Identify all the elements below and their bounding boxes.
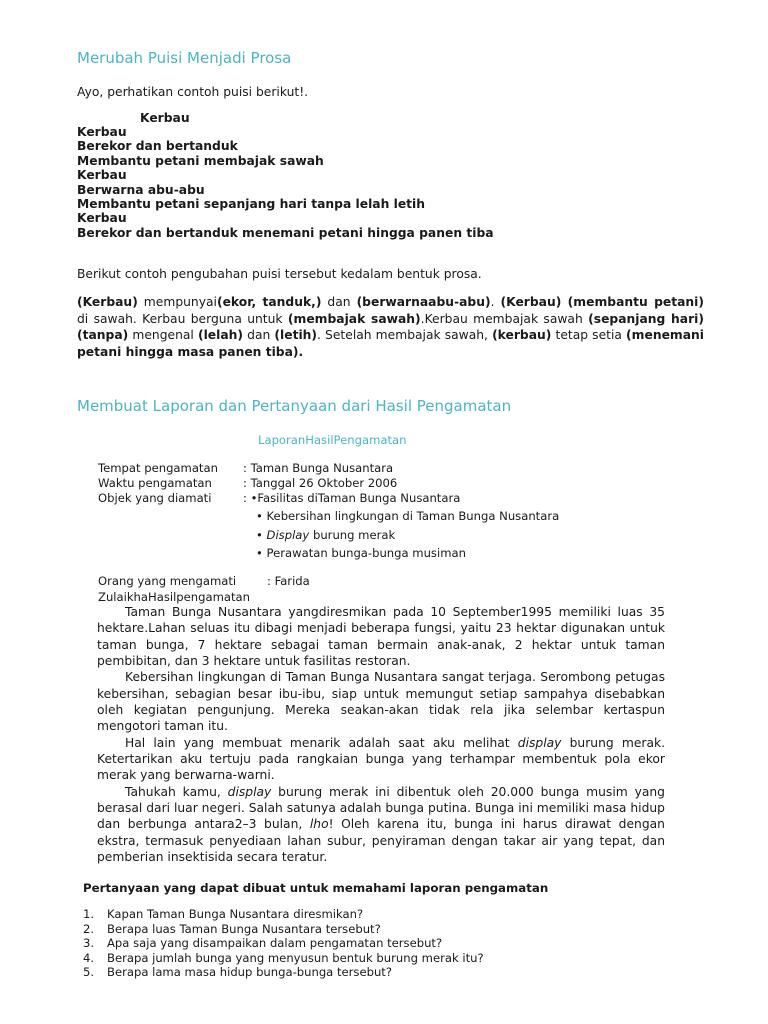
question-text: Berapa jumlah bunga yang menyusun bentuk burung merak itu? (107, 950, 484, 965)
poem-line: Berekor dan bertanduk (77, 139, 238, 154)
question-text: Berapa luas Taman Bunga Nusantara tersebut? (107, 921, 381, 936)
poem (77, 125, 494, 240)
bold-text: (kerbau) (492, 328, 552, 343)
question-number: 3. (83, 936, 95, 950)
report-title: LaporanHasilPengamatan (258, 433, 407, 447)
question-number: 1. (83, 907, 95, 921)
question-text: Berapa lama masa hidup bunga-bunga tersebut? (107, 965, 392, 979)
poem-line: Berekor dan bertanduk menemani petani hingga panen tiba (77, 225, 494, 240)
bullet-item (256, 546, 466, 560)
poem-line: Membantu petani sepanjang hari tanpa lelah letih (77, 197, 426, 212)
question-number: 2. (83, 921, 95, 936)
text-segment: dan (243, 328, 275, 343)
text-segment: burung merak. Ketertarikan aku tertuju pada rangkaian bunga yang terhampar membentuk pola ekor merak yang berwarna-warni. (97, 735, 666, 783)
report-paragraph (97, 735, 665, 784)
section-title-laporan: Membuat Laporan dan Pertanyaan dari Hasil Pengamatan (77, 397, 512, 415)
text-segment: burung merak ini dibentuk oleh 20.000 bunga musim yang berasal dari luar negeri. Salah satunya adalah bunga putina. Bunga ini memiliki masa hidup dan berbunga antara2–3 bulan, (97, 784, 665, 832)
bold-text: (berwarnaabu-abu) (356, 295, 491, 309)
text-segment: tetap setia (551, 328, 627, 343)
section-title-prosa: Merubah Puisi Menjadi Prosa (77, 49, 292, 67)
questions-title: Pertanyaan yang dapat dibuat untuk memahami laporan pengamatan (83, 881, 549, 895)
text-segment: mempunyai (137, 295, 217, 309)
question-item (83, 951, 484, 965)
report-paragraph (97, 669, 665, 734)
text-segment: Hal lain yang membuat menarik adalah saat aku melihat (125, 735, 518, 750)
field-label: Waktu pengamatan (98, 476, 212, 490)
bullet-item (256, 528, 395, 542)
field-label: Objek yang diamati (98, 491, 212, 505)
question-number: 5. (83, 965, 95, 979)
intro-text: Ayo, perhatikan contoh puisi berikut!. (77, 85, 309, 99)
bullet-icon: • (256, 546, 267, 560)
text-segment: Kebersihan lingkungan di Taman Bunga Nusantara (266, 509, 560, 523)
bold-text: (membajak sawah) (287, 311, 421, 326)
bold-text: (ekor, tanduk,) (216, 295, 322, 309)
bold-text: (Kerbau) (membantu petani) (500, 295, 705, 309)
text-segment: . (490, 295, 501, 309)
bullet-icon: • (256, 509, 267, 523)
italic-text: lho (309, 817, 329, 832)
text-segment: Tahukah kamu, (125, 784, 228, 799)
report-paragraph (97, 784, 665, 866)
observer-label: Orang yang mengamati (98, 574, 237, 588)
text-segment: burung merak (309, 527, 396, 542)
poem-title: Kerbau (140, 111, 190, 125)
bold-text: (sepanjang hari) (tanpa) (77, 311, 705, 343)
observer-value: : Farida (267, 574, 310, 588)
question-item (83, 907, 363, 921)
text-segment: Taman Bunga Nusantara yangdiresmikan pada 10 September1995 memiliki luas 35 hektare.Lahan seluas itu dibagi menjadi beberapa fungsi, yaitu 23 hektar digunakan untuk taman bunga, 7 hektare sebagai taman bermain anak-anak, 2 hektar untuk taman pembibitan, dan 3 hektare untuk fasilitas restoran. (97, 605, 665, 669)
field-label: Tempat pengamatan (98, 461, 218, 475)
italic-text: Display (266, 527, 310, 542)
text-segment: Kebersihan lingkungan di Taman Bunga Nusantara sangat terjaga. Serombong petugas kebersihan, sebagian besar ibu-ibu, siap untuk memungut setiap sampahya disebabkan oleh kegiatan pengunjung. Mereka seakan-akan tidak rela jika selembar kertaspun mengotori taman itu. (97, 670, 665, 734)
text-segment: di sawah. Kerbau berguna untuk (77, 311, 288, 326)
text-segment: . Setelah membajak sawah, (317, 328, 493, 343)
text-segment: .Kerbau membajak sawah (420, 311, 589, 326)
bold-text: (Kerbau) (77, 295, 138, 309)
italic-text: display (227, 784, 272, 799)
poem-line: Berwarna abu-abu (77, 182, 205, 197)
prose-intro: Berikut contoh pengubahan puisi tersebut kedalam bentuk prosa. (77, 267, 482, 281)
text-segment: ! Oleh karena itu, bunga ini harus dirawat dengan ekstra, termasuk penyediaan lahan subur, penyiraman dengan takar air yang tepat, dan pemberian insektisida secara teratur. (97, 817, 665, 865)
question-number: 4. (83, 950, 95, 965)
poem-line: Kerbau (77, 168, 127, 183)
text-segment: dan (321, 295, 357, 309)
poem-line: Membantu petani membajak sawah (77, 153, 324, 168)
bold-text: (letih) (274, 328, 318, 343)
field-value: : Taman Bunga Nusantara (243, 461, 394, 475)
question-item (83, 922, 381, 936)
field-value: : •Fasilitas diTaman Bunga Nusantara (243, 491, 461, 505)
field-value: : Tanggal 26 Oktober 2006 (243, 476, 398, 490)
question-item (83, 965, 392, 979)
question-text: Kapan Taman Bunga Nusantara diresmikan? (107, 907, 364, 921)
bullet-item (256, 509, 559, 523)
poem-line: Kerbau (77, 211, 127, 226)
text-segment: Perawatan bunga-bunga musiman (266, 546, 466, 560)
question-text: Apa saja yang disampaikan dalam pengamatan tersebut? (107, 936, 443, 950)
bullet-icon: • (256, 527, 267, 542)
prose-paragraph (77, 294, 704, 360)
question-item (83, 936, 442, 950)
italic-text: display (517, 735, 562, 750)
report-paragraph (97, 604, 665, 669)
text-segment: mengenal (128, 328, 198, 343)
bold-text: (menemani petani hingga masa panen tiba). (77, 328, 704, 359)
bold-text: (lelah) (197, 328, 244, 343)
report-body (97, 604, 665, 866)
observer-continued: ZulaikhaHasilpengamatan (98, 590, 251, 604)
poem-line: Kerbau (77, 125, 127, 139)
